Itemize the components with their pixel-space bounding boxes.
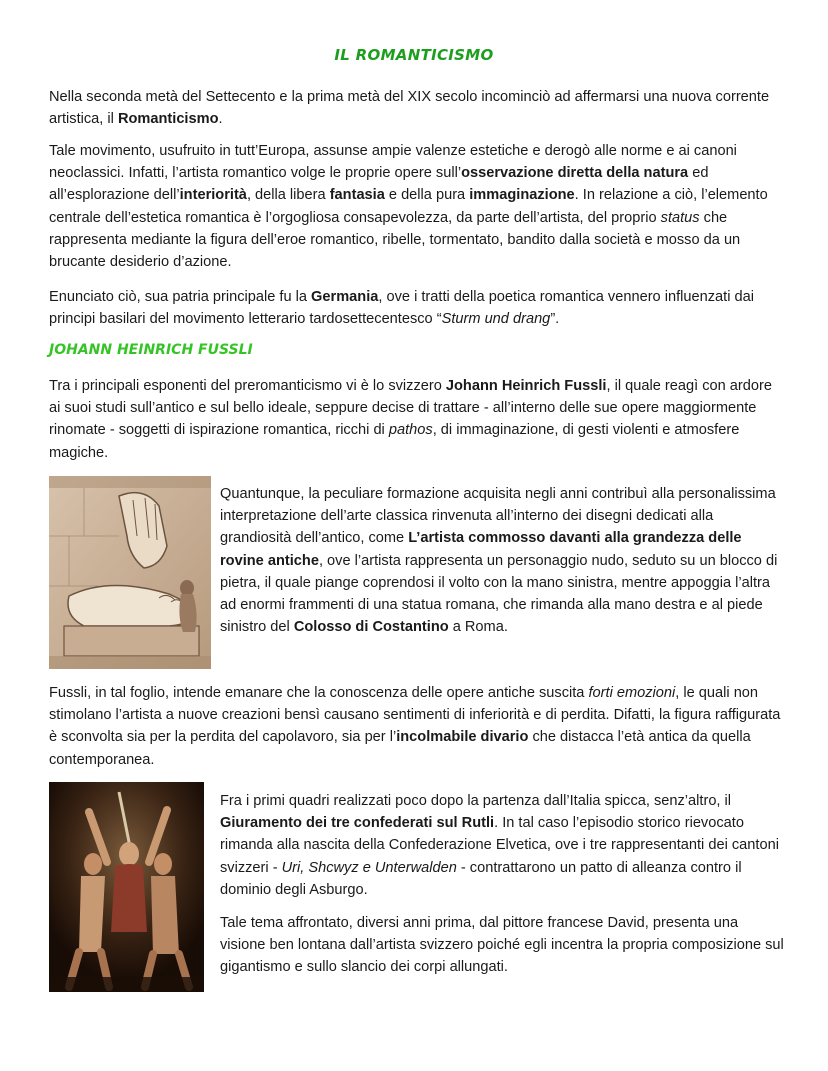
paragraph-germania: Enunciato ciò, sua patria principale fu la Germania, ove i tratti della poetica romantica vennero influenzati dai principi basilari del movimento letterario tardosettecentesco “Sturm und drang”. <box>49 289 754 328</box>
paragraph-forti-emozioni: Fussli, in tal foglio, intende emanare che la conoscenza delle opere antiche suscita forti emozioni, le quali non stimolano l’artista a nuove creazioni bensì causano sentimenti di inferiorità e di perdita. Difatti, la figura raffigurata è sconvolta sia per la perdita del capolavoro, sia per l’incolmabile divario che distacca l’età antica da quella contemporanea. <box>49 685 781 768</box>
section-heading-fussli: JOHANN HEINRICH FUSSLI <box>49 342 253 358</box>
artwork-artista-commosso-image <box>49 476 211 669</box>
paragraph-david: Tale tema affrontato, diversi anni prima, dal pittore francese David, presenta una visione ben lontana dall’artista svizzero poiché egli incentra la propria composizione sul gigantismo e sullo slancio dei corpi allungati. <box>220 915 784 976</box>
artwork-giuramento-rutli-image <box>49 782 204 992</box>
paragraph-artista-commosso: Quantunque, la peculiare formazione acquisita negli anni contribuì alla personalissima interpretazione dell’arte classica rinvenuta all’interno dei disegni dedicati alla grandiosità dell’antico, come L’artista commosso davanti alla grandezza delle rovine antiche, ove l’artista rappresenta un personaggio nudo, seduto su un blocco di pietra, il quale piange coprendosi il volto con la mano sinistra, mentre appoggia l’altra ad enormi frammenti di una statua romana, che rimanda alla mano destra e al piede sinistro del Colosso di Costantino a Roma. <box>220 486 778 636</box>
paragraph-movement: Tale movimento, usufruito in tutt’Europa, assunse ampie valenze estetiche e derogò alle norme e ai canoni neoclassici. Infatti, l’artista romantico volge le proprie opere sull’osservazione diretta della natura ed all’esplorazione dell’interiorità, della libera fantasia e della pura immaginazione. In relazione a ciò, l’elemento centrale dell’estetica romantica è l’orgogliosa consapevolezza, da parte dell’artista, del proprio status che rappresenta mediante la figura dell’eroe romantico, ribelle, tormentato, bandito dalla società e mosso da un brucante desiderio d’azione. <box>49 143 768 271</box>
paragraph-giuramento: Fra i primi quadri realizzati poco dopo la partenza dall’Italia spicca, senz’altro, il Giuramento dei tre confederati sul Rutli. In tal caso l’episodio storico rievocato rimanda alla nascita della Confederazione Elvetica, ove i tre rappresentanti dei cantoni svizzeri - Uri, Shcwyz e Unterwalden - contrattarono un patto di alleanza contro il dominio degli Asburgo. <box>220 793 779 898</box>
paragraph-fussli-intro: Tra i principali esponenti del preromanticismo vi è lo svizzero Johann Heinrich Fussli, il quale reagì con ardore ai suoi studi sull’antico e sul bello ideale, seppure decise di trattare - all’interno delle sue opere maggiormente rinomate - soggetti di ispirazione romantica, ricchi di pathos, di immaginazione, di gesti violenti e atmosfere magiche. <box>49 378 772 461</box>
page-title: IL ROMANTICISMO <box>334 46 494 64</box>
paragraph-intro: Nella seconda metà del Settecento e la prima metà del XIX secolo incominciò ad affermarsi una nuova corrente artistica, il Romanticismo. <box>49 89 770 128</box>
